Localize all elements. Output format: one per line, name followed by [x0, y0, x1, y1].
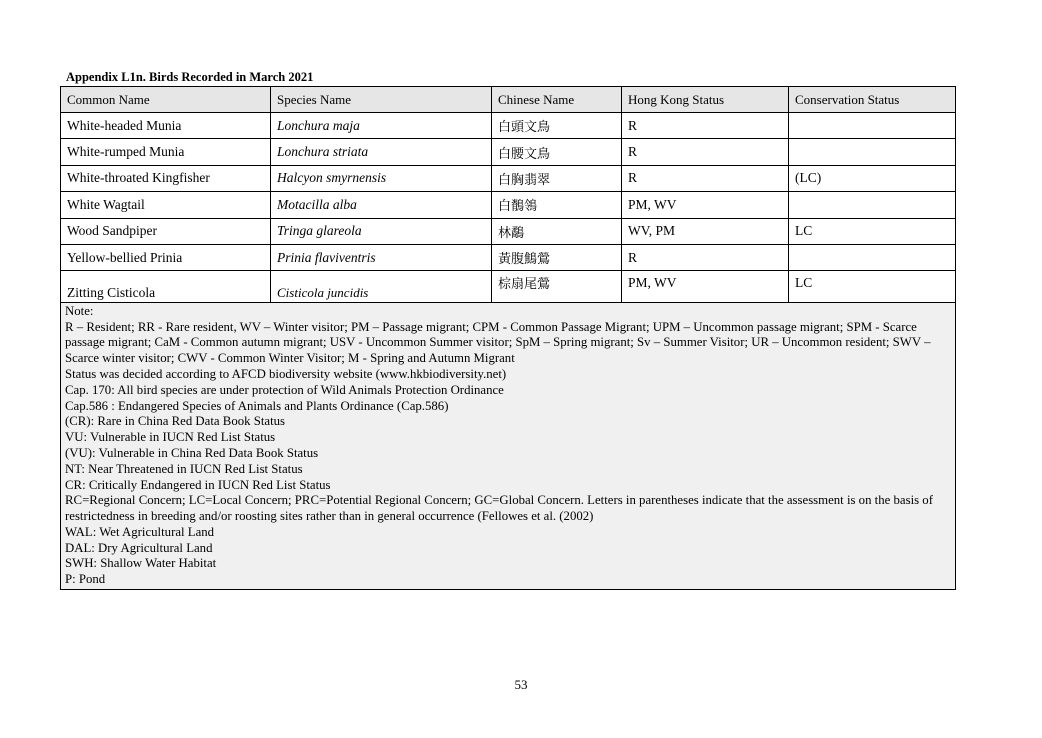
notes-row [61, 302, 956, 589]
note-dal: DAL: Dry Agricultural Land [65, 540, 213, 555]
species-name-cell: Tringa glareola [271, 218, 492, 244]
hk-status-cell: R [622, 139, 789, 165]
species-name-cell: Halcyon smyrnensis [271, 165, 492, 191]
chinese-name-cell: 白腰文鳥 [492, 139, 622, 165]
chinese-name-cell: 黃腹鷦鶯 [492, 244, 622, 270]
table-header-row [61, 87, 956, 113]
table-caption: Appendix L1n. Birds Recorded in March 2021 [66, 70, 314, 84]
common-name-cell: Wood Sandpiper [61, 218, 271, 244]
note-iucn-vu: VU: Vulnerable in IUCN Red List Status [65, 430, 276, 445]
species-name-cell: Lonchura maja [271, 113, 492, 139]
table-row [61, 139, 956, 165]
table-row [61, 165, 956, 191]
common-name-cell: White-throated Kingfisher [61, 165, 271, 191]
conservation-status-cell [789, 244, 956, 270]
note-iucn-nt: NT: Near Threatened in IUCN Red List Status [65, 461, 303, 476]
hk-status-cell: R [622, 244, 789, 270]
note-china-vu: (VU): Vulnerable in China Red Data Book Status [65, 445, 319, 460]
table-row [61, 218, 956, 244]
conservation-status-cell [789, 139, 956, 165]
conservation-status-cell: LC [789, 271, 956, 302]
note-heading: Note: [65, 303, 94, 318]
column-header-conservation-status: Conservation Status [789, 87, 956, 113]
common-name-cell: White Wagtail [61, 192, 271, 218]
common-name-cell: Zitting Cisticola [61, 271, 271, 302]
common-name-cell: Yellow-bellied Prinia [61, 244, 271, 270]
hk-status-cell: R [622, 165, 789, 191]
table-row [61, 244, 956, 270]
conservation-status-cell [789, 192, 956, 218]
note-cap-586: Cap.586 : Endangered Species of Animals and Plants Ordinance (Cap.586) [65, 398, 449, 413]
conservation-status-cell: LC [789, 218, 956, 244]
chinese-name-cell: 林鷸 [492, 218, 622, 244]
hk-status-cell: PM, WV [622, 271, 789, 302]
chinese-name-cell: 白胸翡翠 [492, 165, 622, 191]
common-name-cell: White-rumped Munia [61, 139, 271, 165]
chinese-name-cell: 棕扇尾鶯 [492, 271, 622, 302]
table-row [61, 192, 956, 218]
note-pond: P: Pond [65, 572, 106, 587]
notes-cell [61, 302, 956, 589]
hk-status-cell: WV, PM [622, 218, 789, 244]
hk-status-cell: R [622, 113, 789, 139]
species-name-cell: Prinia flaviventris [271, 244, 492, 270]
chinese-name-cell: 白頭文鳥 [492, 113, 622, 139]
column-header-hk-status: Hong Kong Status [622, 87, 789, 113]
note-china-cr: (CR): Rare in China Red Data Book Status [65, 414, 286, 429]
page-number: 53 [514, 677, 528, 692]
note-iucn-cr: CR: Critically Endangered in IUCN Red List Status [65, 477, 331, 492]
birds-table [60, 86, 956, 590]
note-wal: WAL: Wet Agricultural Land [65, 524, 215, 539]
common-name-cell: White-headed Munia [61, 113, 271, 139]
species-name-cell: Cisticola juncidis [271, 271, 492, 302]
species-name-cell: Lonchura striata [271, 139, 492, 165]
column-header-common-name: Common Name [61, 87, 271, 113]
conservation-status-cell [789, 113, 956, 139]
note-cap-170: Cap. 170: All bird species are under protection of Wild Animals Protection Ordinance [65, 382, 504, 397]
column-header-chinese-name: Chinese Name [492, 87, 622, 113]
hk-status-cell: PM, WV [622, 192, 789, 218]
table-row [61, 113, 956, 139]
table-row [61, 271, 956, 302]
conservation-status-cell: (LC) [789, 165, 956, 191]
chinese-name-cell: 白鶺鴒 [492, 192, 622, 218]
note-concern-codes: RC=Regional Concern; LC=Local Concern; PRC=Potential Regional Concern; GC=Global Concern. Letters in parentheses indicate that the assessment is on the basis of restrictedness in breeding and/or roosting sites rather than in general occurrence (Fellowes et al. (2002) [65, 493, 933, 524]
note-swh: SWH: Shallow Water Habitat [65, 556, 217, 571]
species-name-cell: Motacilla alba [271, 192, 492, 218]
column-header-species-name: Species Name [271, 87, 492, 113]
note-status-source: Status was decided according to AFCD biodiversity website (www.hkbiodiversity.net) [65, 366, 507, 381]
note-status-codes: R – Resident; RR - Rare resident, WV – Winter visitor; PM – Passage migrant; CPM - Common Passage Migrant; UPM – Uncommon passage migrant; SPM - Scarce passage migrant; CaM - Common autumn migrant; USV - Uncommon Summer visitor; SpM – Spring migrant; Sv – Summer Visitor; UR – Uncommon resident; SWV – Scarce winter visitor; CWV - Common Winter Visitor; M - Spring and Autumn Migrant [65, 319, 931, 366]
